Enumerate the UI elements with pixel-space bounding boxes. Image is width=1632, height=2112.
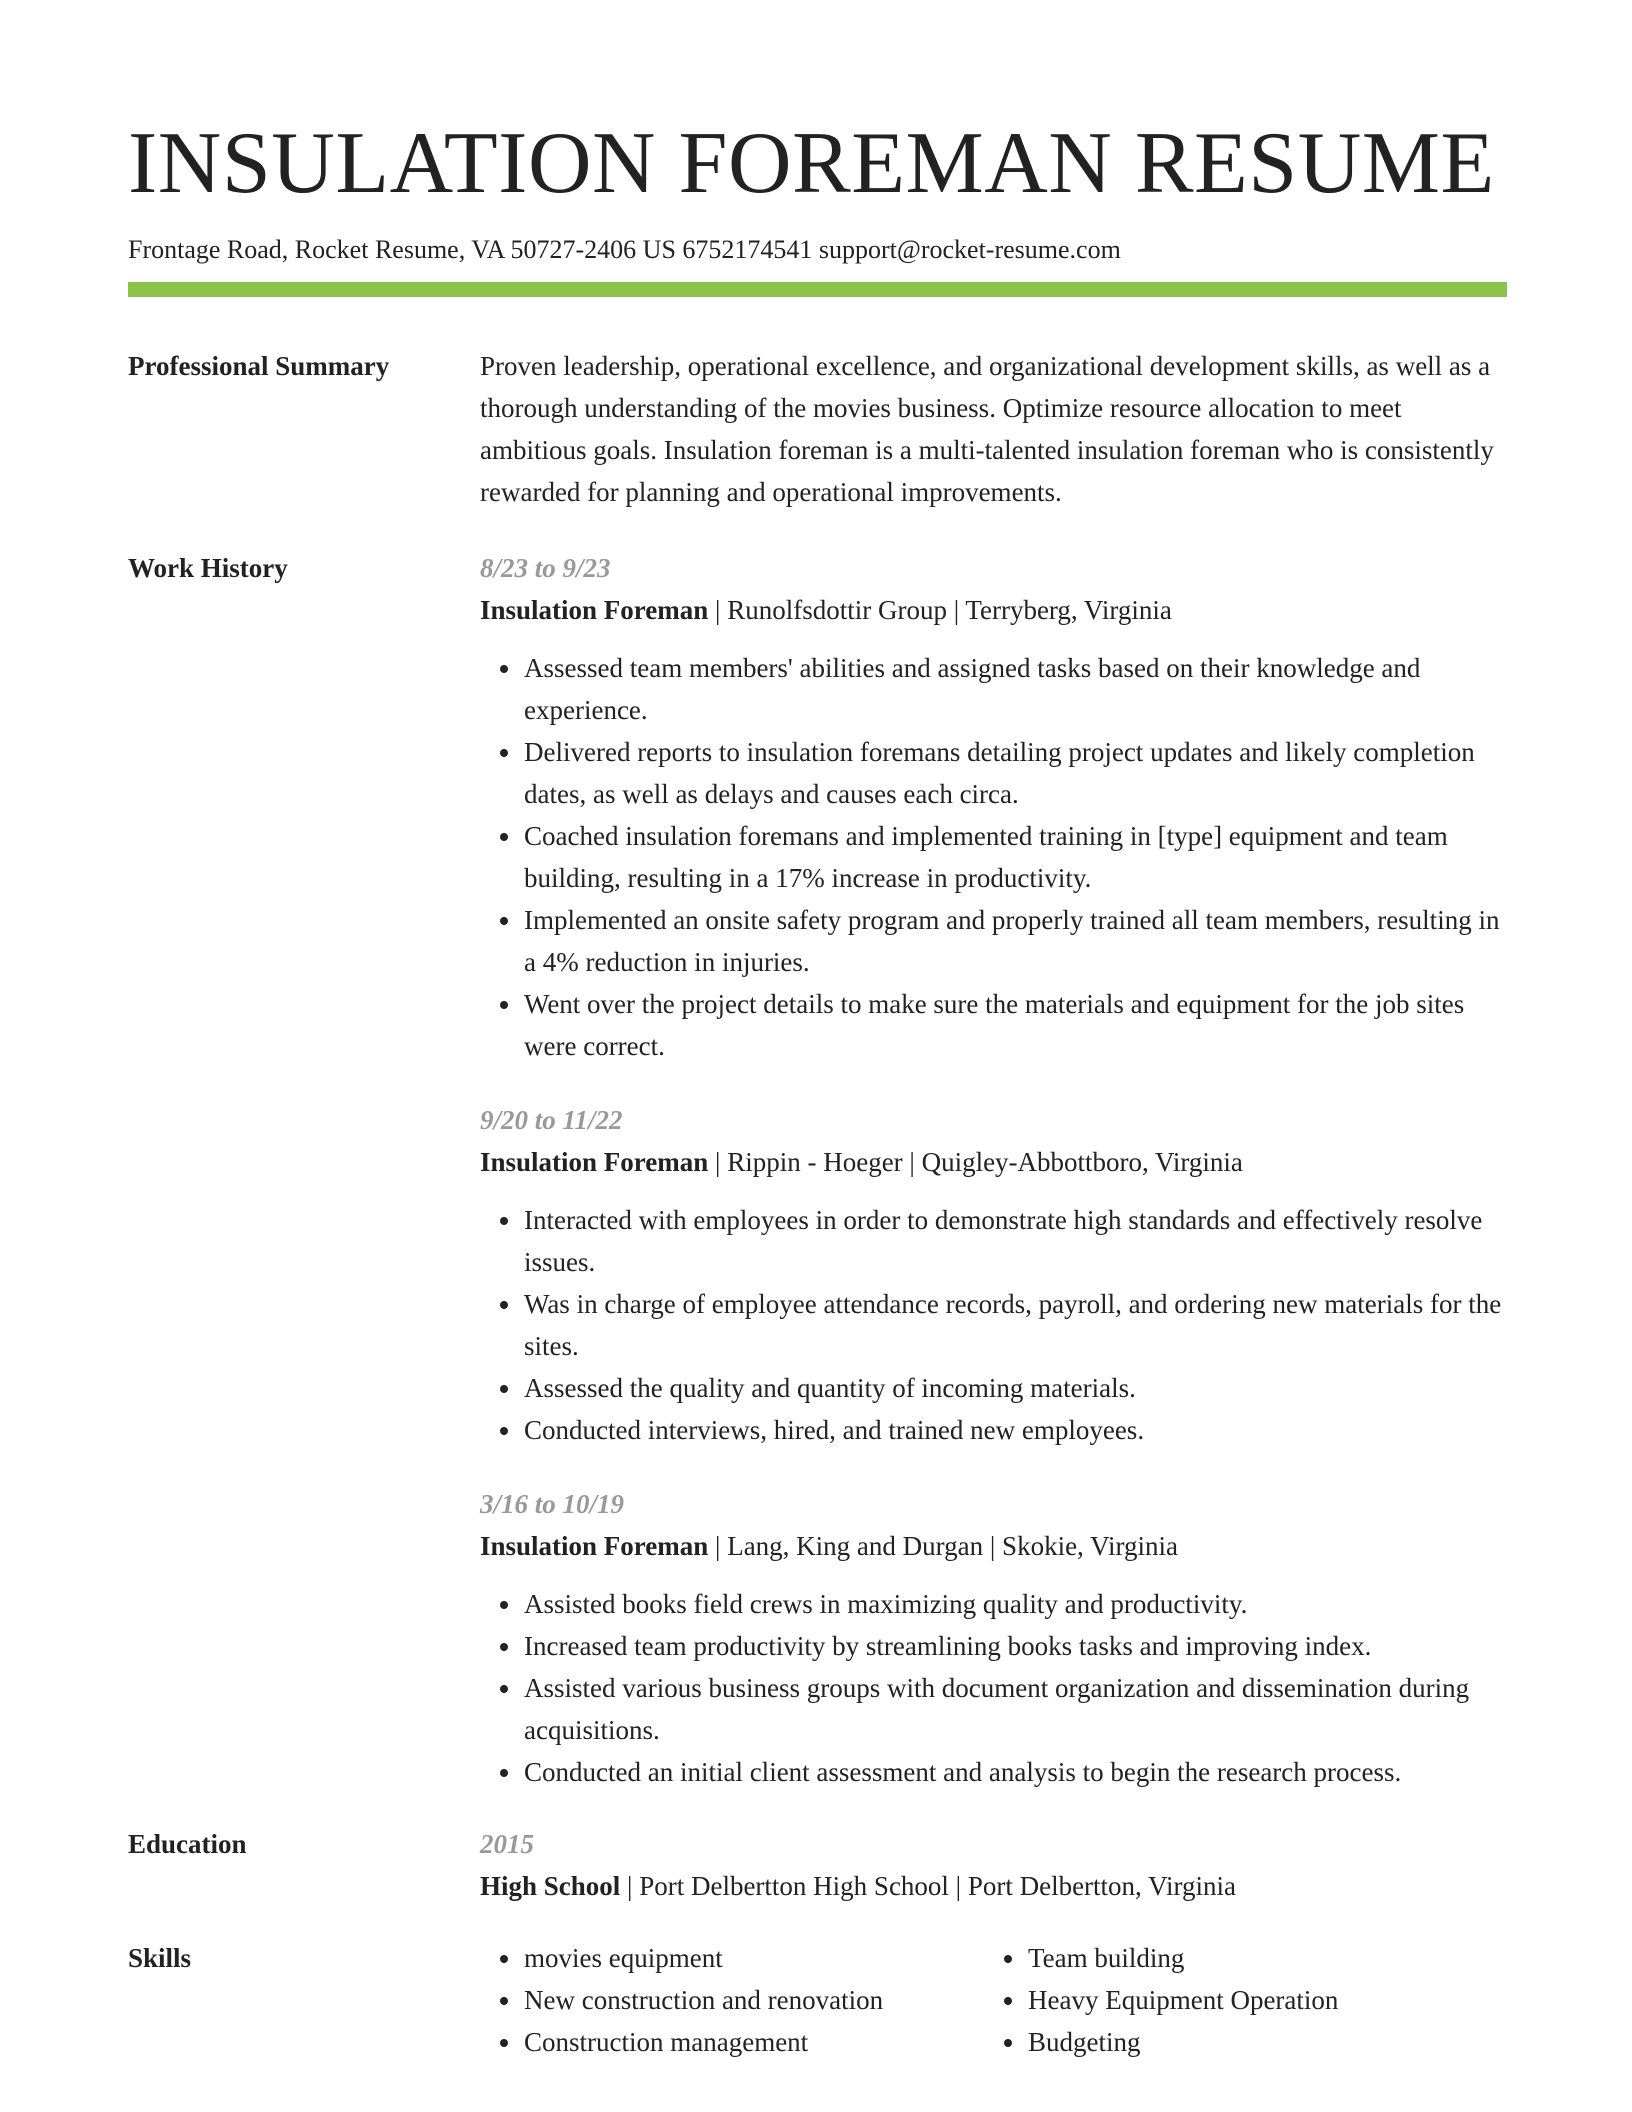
resume-title: INSULATION FOREMAN RESUME [128, 115, 1495, 212]
summary-text: Proven leadership, operational excellence, and organizational development skills, as well as a thorough understanding of the movies business. Optimize resource allocation to meet ambitious goals. Insulation foreman is a multi-talented insulation foreman who is consistently rewarded for planning and operational improvements. [480, 350, 1494, 507]
skills-column-right [984, 1937, 1488, 2063]
section-label-education: Education [128, 1828, 247, 1859]
job-bullet: Interacted with employees in order to demonstrate high standards and effectively resolve issues. [524, 1199, 1507, 1283]
job-entry [480, 1483, 1507, 1793]
section-label-skills: Skills [128, 1942, 192, 1973]
job-bullet: Assisted books field crews in maximizing quality and productivity. [524, 1583, 1507, 1625]
skills-grid [480, 1937, 1507, 2063]
contact-line: Frontage Road, Rocket Resume, VA 50727-2406 US 6752174541 support@rocket-resume.com [128, 234, 1121, 264]
skill-item: Heavy Equipment Operation [1028, 1979, 1488, 2021]
job-entry [480, 547, 1507, 1067]
job-bullet: Conducted interviews, hired, and trained new employees. [524, 1409, 1507, 1451]
skills-section [128, 1937, 1507, 2063]
job-bullets [480, 647, 1507, 1067]
job-details: | Lang, King and Durgan | Skokie, Virginia [708, 1530, 1178, 1561]
skill-item: New construction and renovation [524, 1979, 984, 2021]
skills-body [480, 1937, 1507, 2063]
skill-item: Construction management [524, 2021, 984, 2063]
job-title: Insulation Foreman [480, 594, 709, 625]
job-bullet: Assessed team members' abilities and assigned tasks based on their knowledge and experience. [524, 647, 1507, 731]
job-bullet: Increased team productivity by streamlining books tasks and improving index. [524, 1625, 1507, 1667]
education-body [480, 1823, 1507, 1907]
job-bullet: Was in charge of employee attendance records, payroll, and ordering new materials for the sites. [524, 1283, 1507, 1367]
job-bullet: Implemented an onsite safety program and properly trained all team members, resulting in a 4% reduction in injuries. [524, 899, 1507, 983]
header-divider [128, 282, 1507, 297]
skills-column-left [480, 1937, 984, 2063]
section-label-summary: Professional Summary [128, 350, 390, 381]
job-bullet: Assessed the quality and quantity of incoming materials. [524, 1367, 1507, 1409]
job-details: | Rippin - Hoeger | Quigley-Abbottboro, Virginia [708, 1146, 1243, 1177]
job-dates: 3/16 to 10/19 [480, 1488, 625, 1519]
job-title: Insulation Foreman [480, 1146, 709, 1177]
skill-item: Budgeting [1028, 2021, 1488, 2063]
job-bullet: Coached insulation foremans and implemented training in [type] equipment and team building, resulting in a 17% increase in productivity. [524, 815, 1507, 899]
work-history-body [480, 547, 1507, 1793]
summary-section [128, 345, 1507, 513]
job-bullet: Went over the project details to make sure the materials and equipment for the job sites were correct. [524, 983, 1507, 1067]
job-title: Insulation Foreman [480, 1530, 709, 1561]
section-label-work-history: Work History [128, 552, 288, 583]
job-dates: 9/20 to 11/22 [480, 1104, 623, 1135]
job-bullets [480, 1199, 1507, 1451]
skill-item: movies equipment [524, 1937, 984, 1979]
job-dates: 8/23 to 9/23 [480, 552, 611, 583]
job-entry [480, 1099, 1507, 1451]
education-heading [480, 1865, 1507, 1907]
job-bullet: Delivered reports to insulation foremans detailing project updates and likely completion dates, as well as delays and causes each circa. [524, 731, 1507, 815]
job-heading [480, 1141, 1507, 1183]
job-heading [480, 1525, 1507, 1567]
job-details: | Runolfsdottir Group | Terryberg, Virginia [708, 594, 1172, 625]
job-heading [480, 589, 1507, 631]
education-year: 2015 [480, 1828, 534, 1859]
education-degree: High School [480, 1870, 621, 1901]
job-bullet: Assisted various business groups with document organization and dissemination during acquisitions. [524, 1667, 1507, 1751]
job-bullets [480, 1583, 1507, 1793]
job-bullet: Conducted an initial client assessment and analysis to begin the research process. [524, 1751, 1507, 1793]
education-details: | Port Delbertton High School | Port Delbertton, Virginia [620, 1870, 1236, 1901]
education-section [128, 1823, 1507, 1907]
skill-item: Team building [1028, 1937, 1488, 1979]
work-history-section [128, 547, 1507, 1793]
